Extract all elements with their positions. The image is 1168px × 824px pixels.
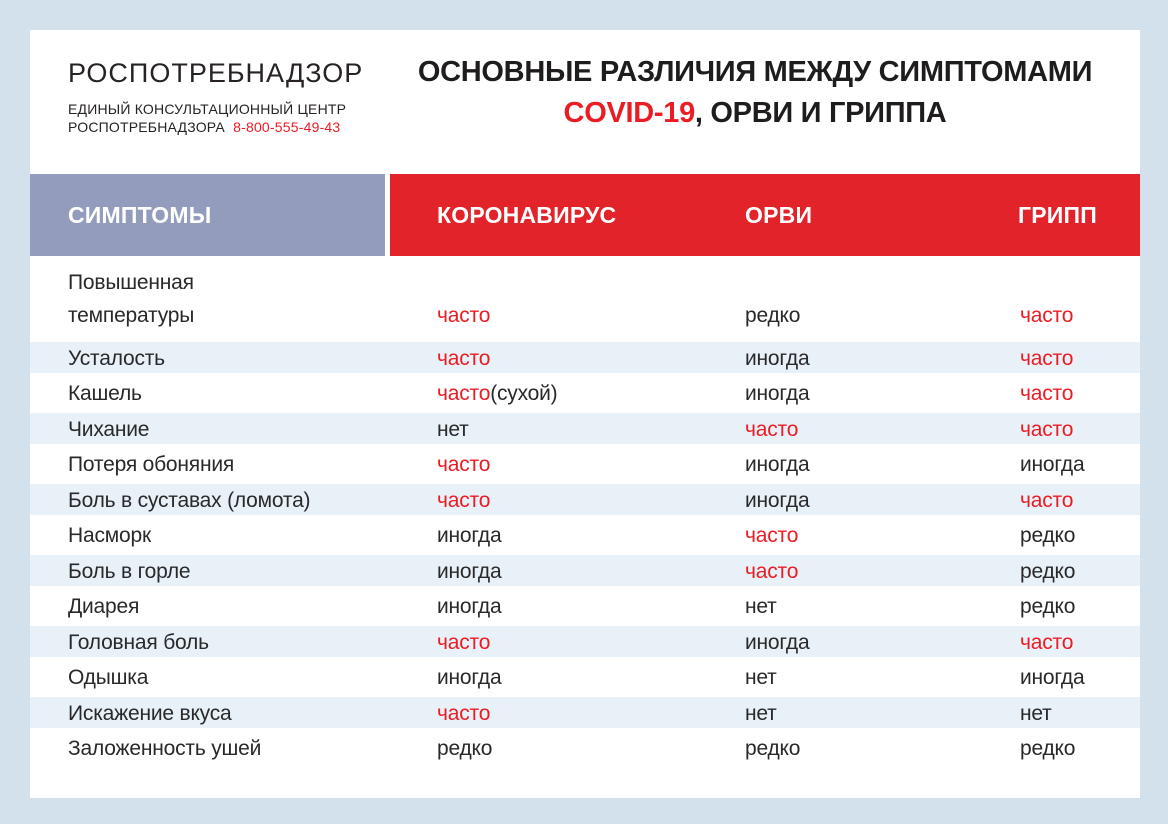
symptom-label: Головная боль bbox=[68, 631, 209, 654]
coronavirus-value: часто bbox=[437, 702, 491, 725]
poster-title bbox=[370, 52, 1140, 134]
symptoms-header-label: СИМПТОМЫ bbox=[68, 201, 212, 228]
flu-value: редко bbox=[1020, 560, 1076, 583]
column-header-orvi: ОРВИ bbox=[745, 201, 813, 228]
flu-value: часто bbox=[1020, 381, 1074, 405]
virus-columns-header bbox=[390, 174, 1140, 256]
table-row bbox=[30, 447, 1140, 483]
flu-value: часто bbox=[1020, 631, 1074, 654]
orvi-value: нет bbox=[745, 594, 777, 618]
orvi-value: часто bbox=[745, 523, 799, 547]
symptoms-table-body bbox=[30, 256, 1140, 766]
coronavirus-value: нет bbox=[437, 418, 469, 441]
symptom-label: Усталость bbox=[68, 347, 165, 370]
flu-value: часто bbox=[1020, 418, 1074, 441]
table-row bbox=[30, 589, 1140, 625]
table-row bbox=[30, 340, 1140, 376]
flu-value: редко bbox=[1020, 523, 1076, 547]
table-header bbox=[30, 174, 1140, 256]
coronavirus-value: редко bbox=[437, 736, 493, 760]
flu-value: иногда bbox=[1020, 452, 1085, 476]
table-row bbox=[30, 482, 1140, 518]
table-row bbox=[30, 411, 1140, 447]
coronavirus-value: часто bbox=[437, 452, 491, 476]
table-row bbox=[30, 624, 1140, 660]
coronavirus-value: иногда bbox=[437, 665, 502, 689]
orvi-value: иногда bbox=[745, 347, 810, 370]
branding-block bbox=[68, 56, 363, 136]
orvi-value: иногда bbox=[745, 452, 810, 476]
symptom-label: Одышка bbox=[68, 665, 149, 689]
subtitle-line1: ЕДИНЫЙ КОНСУЛЬТАЦИОННЫЙ ЦЕНТР bbox=[68, 101, 347, 117]
flu-value: редко bbox=[1020, 594, 1076, 618]
orvi-value: редко bbox=[745, 304, 801, 327]
orvi-value: иногда bbox=[745, 381, 810, 405]
symptom-label: Искажение вкуса bbox=[68, 702, 232, 725]
coronavirus-value: иногда bbox=[437, 594, 502, 618]
orvi-value: нет bbox=[745, 702, 777, 725]
symptom-label: Чихание bbox=[68, 418, 150, 441]
symptom-label: Боль в суставах (ломота) bbox=[68, 489, 311, 512]
flu-value: часто bbox=[1020, 347, 1074, 370]
table-row bbox=[30, 660, 1140, 696]
table-row bbox=[30, 256, 1140, 340]
orvi-value: нет bbox=[745, 665, 777, 689]
table-row bbox=[30, 518, 1140, 554]
symptom-label: Диарея bbox=[68, 594, 140, 618]
symptom-label: Кашель bbox=[68, 381, 142, 405]
flu-value: иногда bbox=[1020, 665, 1085, 689]
symptom-label: Насморк bbox=[68, 523, 151, 547]
orvi-value: часто bbox=[745, 560, 799, 583]
title-line1: ОСНОВНЫЕ РАЗЛИЧИЯ МЕЖДУ СИМПТОМАМИ bbox=[417, 56, 1093, 88]
symptoms-header-cell bbox=[30, 174, 385, 256]
column-header-coronavirus: КОРОНАВИРУС bbox=[437, 201, 617, 228]
coronavirus-value: часто bbox=[437, 489, 491, 512]
orvi-value: редко bbox=[745, 736, 801, 760]
column-header-flu: ГРИПП bbox=[1018, 201, 1097, 228]
symptom-label: Потеря обоняния bbox=[68, 452, 235, 476]
orvi-value: иногда bbox=[745, 631, 810, 654]
coronavirus-value: часто bbox=[437, 631, 491, 654]
coronavirus-value: иногда bbox=[437, 523, 502, 547]
flu-value: нет bbox=[1020, 702, 1052, 725]
rospotrebnadzor-logo: РОСПОТРЕБНАДЗОР bbox=[68, 58, 364, 88]
orvi-value: иногда bbox=[745, 489, 810, 512]
table-row bbox=[30, 731, 1140, 767]
symptom-label: Боль в горле bbox=[68, 560, 191, 583]
hotline-phone-number: 8-800-555-49-43 bbox=[233, 119, 341, 135]
table-row bbox=[30, 376, 1140, 412]
table-row bbox=[30, 695, 1140, 731]
flu-value: часто bbox=[1020, 304, 1074, 327]
consultation-center-text bbox=[68, 100, 363, 136]
title-line2: COVID-19, ОРВИ И ГРИППА bbox=[563, 97, 947, 129]
table-row bbox=[30, 553, 1140, 589]
flu-value: часто bbox=[1020, 489, 1074, 512]
covid19-highlight: COVID-19 bbox=[563, 97, 695, 129]
symptom-label: Повышенная температуры bbox=[68, 271, 195, 327]
orvi-value: часто bbox=[745, 418, 799, 441]
coronavirus-value: часто bbox=[437, 304, 491, 327]
symptom-label: Заложенность ушей bbox=[68, 736, 262, 760]
coronavirus-value: часто bbox=[437, 347, 491, 370]
subtitle-line2: РОСПОТРЕБНАДЗОРА 8-800-555-49-43 bbox=[68, 119, 341, 135]
coronavirus-value: часто(сухой) bbox=[437, 381, 558, 405]
coronavirus-value: иногда bbox=[437, 560, 502, 583]
poster-card bbox=[30, 30, 1140, 798]
flu-value: редко bbox=[1020, 736, 1076, 760]
